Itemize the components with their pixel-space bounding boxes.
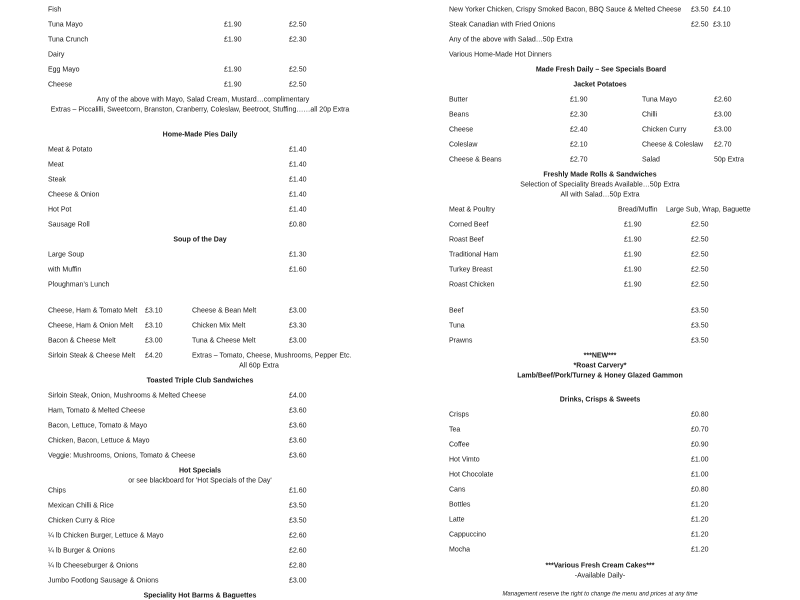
item-price: £1.40 [289, 146, 307, 154]
item-price: £1.90 [624, 221, 642, 229]
club-name: Sirloin Steak, Onion, Mushrooms & Melted Cheese [48, 392, 206, 400]
item-price: £2.60 [289, 532, 307, 540]
item-price: £1.90 [624, 266, 642, 274]
jacket-name: Tuna Mayo [642, 96, 677, 104]
section-heading: Home-Made Pies Daily [162, 131, 238, 139]
jacket-name: Cheese [449, 126, 474, 134]
filling-name: Egg Mayo [48, 66, 80, 74]
pie-name: Meat [48, 161, 64, 169]
pie-name: Cheese & Onion [48, 191, 100, 199]
item-price: £1.00 [691, 456, 709, 464]
jacket-name: Coleslaw [449, 141, 478, 149]
note: Selection of Speciality Breads Available…50p Extra [520, 181, 680, 189]
note: or see blackboard for 'Hot Specials of the Day' [128, 477, 272, 485]
pie-name: Sausage Roll [48, 221, 90, 229]
note: Any of the above with Mayo, Salad Cream, Mustard…complimentary [96, 96, 310, 104]
filling-name: Fish [48, 6, 62, 14]
section-heading: Soup of the Day [173, 236, 227, 244]
section-heading: ***NEW*** [583, 352, 617, 360]
item-price: £1.40 [289, 206, 307, 214]
item-price: £1.90 [224, 36, 242, 44]
note: All with Salad…50p Extra [560, 191, 640, 199]
roll-name: Turkey Breast [449, 266, 493, 274]
jacket-name: Chilli [642, 111, 658, 119]
item-price: £3.50 [691, 6, 709, 14]
melt-name: Tuna & Cheese Melt [192, 337, 256, 345]
drink-name: Coffee [449, 441, 470, 449]
jacket-name: Salad [642, 156, 660, 164]
note: -Available Daily- [574, 572, 626, 580]
item-price: £1.60 [289, 266, 307, 274]
item-price: £1.20 [691, 531, 709, 539]
barm-name: Any of the above with Salad…50p Extra [449, 36, 573, 44]
item-price: £3.00 [289, 577, 307, 585]
melt-name: Sirloin Steak & Cheese Melt [48, 352, 136, 360]
item-price: £0.80 [289, 221, 307, 229]
melt-name: Extras – Tomato, Cheese, Mushrooms, Pepper Etc. [192, 352, 352, 360]
filling-name: Tuna Mayo [48, 21, 83, 29]
section-heading: Lamb/Beef/Pork/Turney & Honey Glazed Gammon [517, 372, 683, 380]
item-price: £2.70 [714, 141, 732, 149]
melt-name: Cheese, Ham & Tomato Melt [48, 307, 138, 315]
note: All 60p Extra [239, 362, 279, 370]
item-price: £3.10 [145, 307, 163, 315]
section-heading: ***Various Fresh Cream Cakes*** [545, 562, 655, 570]
item-price: £3.50 [691, 307, 709, 315]
jacket-name: Cheese & Coleslaw [642, 141, 704, 149]
drink-name: Latte [449, 516, 465, 524]
sub-name: Tuna [449, 322, 465, 330]
club-name: Chicken, Bacon, Lettuce & Mayo [48, 437, 150, 445]
filling-name: Cheese [48, 81, 73, 89]
drink-name: Tea [449, 426, 461, 434]
item-price: £2.50 [691, 236, 709, 244]
item-price: £1.20 [691, 501, 709, 509]
item-price: £0.90 [691, 441, 709, 449]
item-price: £2.50 [691, 266, 709, 274]
item-price: £3.10 [713, 21, 731, 29]
section-heading: Jacket Potatoes [573, 81, 627, 89]
section-heading: *Roast Carvery* [573, 362, 627, 370]
item-price: £0.80 [691, 411, 709, 419]
item-price: £1.00 [691, 471, 709, 479]
barm-name: Steak Canadian with Fried Onions [449, 21, 556, 29]
melt-name: Bacon & Cheese Melt [48, 337, 116, 345]
club-name: Bacon, Lettuce, Tomato & Mayo [48, 422, 148, 430]
pie-name: Steak [48, 176, 66, 184]
roll-name: Roast Chicken [449, 281, 495, 289]
item-price: £1.90 [224, 66, 242, 74]
soup-name: with Muffin [48, 266, 82, 274]
drink-name: Cappuccino [449, 531, 486, 539]
item-price: £4.00 [289, 392, 307, 400]
item-price: £1.40 [289, 161, 307, 169]
item-price: £4.20 [145, 352, 163, 360]
item-price: £1.40 [289, 176, 307, 184]
column-header: Bread/Muffin [618, 206, 658, 214]
section-heading: Hot Specials [178, 467, 222, 475]
section-heading: Freshly Made Rolls & Sandwiches [543, 171, 657, 179]
item-price: £2.50 [289, 21, 307, 29]
item-price: £3.00 [145, 337, 163, 345]
column-header: Meat & Poultry [449, 206, 495, 214]
item-price: £0.80 [691, 486, 709, 494]
item-price: £2.30 [289, 36, 307, 44]
item-price: £1.40 [289, 191, 307, 199]
item-price: £3.60 [289, 407, 307, 415]
item-price: £1.90 [624, 251, 642, 259]
item-price: £1.20 [691, 516, 709, 524]
section-heading: Speciality Hot Barms & Baguettes [143, 592, 257, 600]
item-price: £0.70 [691, 426, 709, 434]
roll-name: Corned Beef [449, 221, 489, 229]
item-price: £3.50 [691, 322, 709, 330]
item-price: £2.70 [570, 156, 588, 164]
item-price: £3.50 [691, 337, 709, 345]
jacket-name: Butter [449, 96, 468, 104]
item-price: £3.10 [145, 322, 163, 330]
disclaimer: Management reserve the right to change the menu and prices at any time [502, 591, 698, 598]
section-heading: Toasted Triple Club Sandwiches [146, 377, 254, 385]
sub-name: Prawns [449, 337, 473, 345]
item-price: £1.30 [289, 251, 307, 259]
item-price: £3.00 [714, 126, 732, 134]
drink-name: Hot Chocolate [449, 471, 494, 479]
item-price: £1.90 [570, 96, 588, 104]
item-price: £2.60 [714, 96, 732, 104]
drink-name: Hot Vimto [449, 456, 480, 464]
item-price: £2.50 [691, 251, 709, 259]
note: Extras – Piccalilli, Sweetcorn, Branston, Cranberry, Coleslaw, Beetroot, Stuffing……all 20p Extra [50, 106, 350, 114]
section-heading: Drinks, Crisps & Sweets [559, 396, 641, 404]
item-price: £2.40 [570, 126, 588, 134]
jacket-name: Cheese & Beans [449, 156, 502, 164]
filling-name: Dairy [48, 51, 65, 59]
drink-name: Bottles [449, 501, 471, 509]
barm-name: Various Home-Made Hot Dinners [449, 51, 552, 59]
jacket-name: Beans [449, 111, 469, 119]
melt-name: Cheese & Bean Melt [192, 307, 257, 315]
hot-name: ¼ lb Burger & Onions [48, 547, 115, 555]
hot-name: ¼ lb Chicken Burger, Lettuce & Mayo [48, 532, 164, 540]
item-price: £3.60 [289, 452, 307, 460]
item-price: £2.30 [570, 111, 588, 119]
item-price: £2.10 [570, 141, 588, 149]
hot-name: Chicken Curry & Rice [48, 517, 115, 525]
pie-name: Meat & Potato [48, 146, 93, 154]
item-price: £3.00 [289, 307, 307, 315]
hot-name: Chips [48, 487, 66, 495]
item-price: £3.50 [289, 502, 307, 510]
item-price: £4.10 [713, 6, 731, 14]
melt-name: Chicken Mix Melt [192, 322, 246, 330]
item-price: £2.80 [289, 562, 307, 570]
drink-name: Crisps [449, 411, 469, 419]
filling-name: Tuna Crunch [48, 36, 89, 44]
drink-name: Cans [449, 486, 466, 494]
soup-name: Ploughman’s Lunch [48, 281, 110, 289]
roll-name: Traditional Ham [449, 251, 499, 259]
item-price: £2.60 [289, 547, 307, 555]
item-price: £1.90 [624, 281, 642, 289]
melt-name: Cheese, Ham & Onion Melt [48, 322, 134, 330]
club-name: Veggie: Mushrooms, Onions, Tomato & Cheese [48, 452, 196, 460]
item-price: £1.90 [224, 21, 242, 29]
hot-name: Jumbo Footlong Sausage & Onions [48, 577, 159, 585]
item-price: £1.20 [691, 546, 709, 554]
pie-name: Hot Pot [48, 206, 72, 214]
drink-name: Mocha [449, 546, 471, 554]
column-header: Large Sub, Wrap, Baguette [666, 206, 751, 214]
club-name: Ham, Tomato & Melted Cheese [48, 407, 146, 415]
item-price: £1.60 [289, 487, 307, 495]
roll-name: Roast Beef [449, 236, 484, 244]
item-price: £3.30 [289, 322, 307, 330]
soup-name: Large Soup [48, 251, 85, 259]
jacket-name: Chicken Curry [642, 126, 687, 134]
item-price: £3.60 [289, 422, 307, 430]
item-price: 50p Extra [714, 156, 744, 164]
item-price: £2.50 [691, 21, 709, 29]
item-price: £1.90 [224, 81, 242, 89]
item-price: £2.50 [691, 281, 709, 289]
item-price: £1.90 [624, 236, 642, 244]
hot-name: Mexican Chilli & Rice [48, 502, 114, 510]
item-price: £3.50 [289, 517, 307, 525]
item-price: £3.60 [289, 437, 307, 445]
section-heading: Made Fresh Daily – See Specials Board [535, 66, 667, 74]
item-price: £2.50 [289, 66, 307, 74]
hot-name: ¼ lb Cheeseburger & Onions [48, 562, 139, 570]
item-price: £3.00 [714, 111, 732, 119]
barm-name: New Yorker Chicken, Crispy Smoked Bacon, BBQ Sauce & Melted Cheese [449, 6, 682, 14]
item-price: £2.50 [289, 81, 307, 89]
item-price: £2.50 [691, 221, 709, 229]
sub-name: Beef [449, 307, 464, 315]
item-price: £3.00 [289, 337, 307, 345]
